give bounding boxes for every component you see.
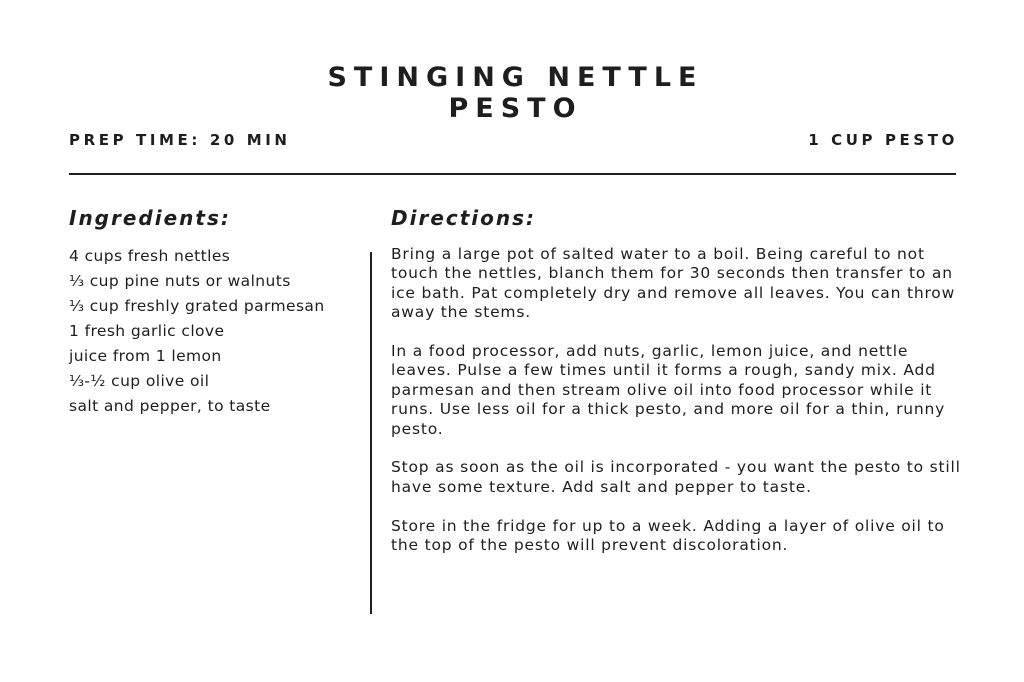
ingredient-item: ⅓ cup pine nuts or walnuts <box>69 272 291 290</box>
ingredients-list <box>69 244 325 419</box>
ingredient-item: juice from 1 lemon <box>69 347 222 365</box>
directions-body <box>391 245 961 575</box>
recipe-title-line-2: PESTO <box>448 93 583 124</box>
ingredients-heading: Ingredients: <box>69 206 231 230</box>
recipe-yield: 1 CUP PESTO <box>808 131 958 149</box>
header-divider <box>69 173 956 175</box>
ingredient-item: 4 cups fresh nettles <box>69 247 231 265</box>
ingredient-item: salt and pepper, to taste <box>69 397 271 415</box>
direction-step: Stop as soon as the oil is incorporated - you want the pesto to still have some texture. Add salt and pepper to taste. <box>391 458 961 496</box>
ingredient-item: 1 fresh garlic clove <box>69 322 225 340</box>
recipe-title <box>0 62 1024 124</box>
ingredient-item: ⅓ cup freshly grated parmesan <box>69 297 325 315</box>
direction-step: Store in the fridge for up to a week. Adding a layer of olive oil to the top of the pesto will prevent discoloration. <box>391 516 945 555</box>
directions-heading: Directions: <box>391 206 537 230</box>
column-divider <box>370 252 372 614</box>
direction-step: Bring a large pot of salted water to a boil. Being careful to not touch the nettles, blanch them for 30 seconds then transfer to an ice bath. Pat completely dry and remove all leaves. You can throw away the stems. <box>391 245 956 322</box>
prep-time: PREP TIME: 20 MIN <box>69 131 291 149</box>
direction-step: In a food processor, add nuts, garlic, lemon juice, and nettle leaves. Pulse a few times until it forms a rough, sandy mix. Add parmesan and then stream olive oil into food processor while it runs. Use less oil for a thick pesto, and more oil for a thin, runny pesto. <box>391 342 946 438</box>
recipe-title-line-1: STINGING NETTLE <box>327 62 704 93</box>
ingredient-item: ⅓-½ cup olive oil <box>69 372 210 390</box>
